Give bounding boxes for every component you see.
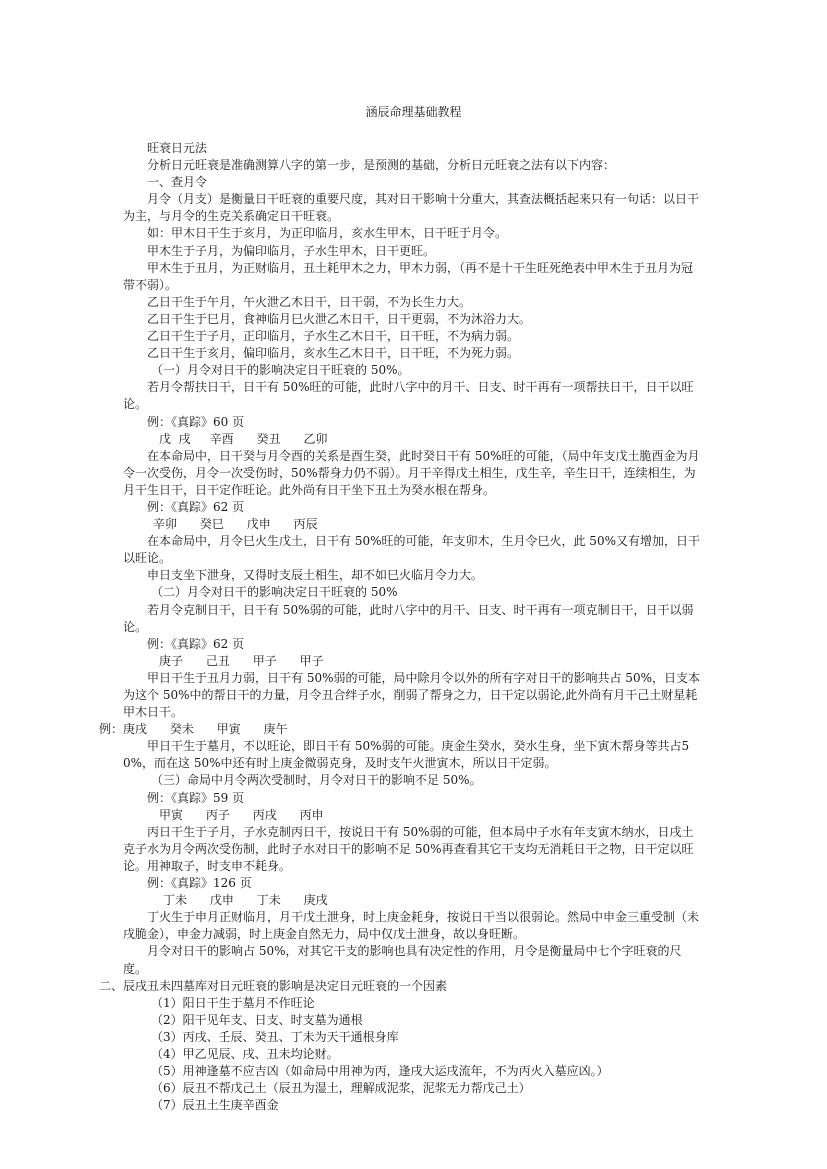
paragraph: 甲日干生于丑月力弱，日干有 50%弱的可能，局中除月令以外的所有字对日干的影响共占 50%，日支本为这个 50%中的帮日干的力量，月令丑合绊子水，削弱了帮身之力，日干定以弱论,此外尚有月干己土财星耗甲木日干。 [123, 670, 700, 720]
paragraph: 乙日干生于午月，午火泄乙木日干，日干弱，不为长生力大。 [147, 294, 472, 309]
example-reference: 例：《真踪》62 页 [147, 636, 245, 651]
example-reference: 例：庚戌 癸未 甲寅 庚午 [99, 722, 288, 737]
document-title: 涵辰命理基础教程 [365, 105, 462, 119]
bazi-pillars: 甲寅 丙子 丙戌 丙申 [159, 807, 324, 822]
bazi-pillars: 丁未 戊申 丁未 庚戌 [163, 893, 328, 908]
document-body [99, 140, 703, 1114]
paragraph: 在本命局中，月令巳火生戊土，日干有 50%旺的可能，年支卯木，生月令巳火，此 50%又有增加，日干以旺论。 [123, 534, 700, 566]
paragraph: 旺衰日元法 [147, 141, 208, 155]
paragraph: 月令对日干的影响占 50%，对其它干支的影响也具有决定性的作用，月令是衡量局中七个字旺衰的尺度。 [123, 944, 682, 976]
paragraph: 申日支坐下泄身，又得时支辰土相生，却不如巳火临月令力大。 [147, 568, 484, 583]
paragraph: 甲木生于子月，为偏印临月，子水生甲木，日干更旺。 [147, 243, 436, 258]
example-reference: 例：《真踪》59 页 [147, 790, 245, 805]
list-item: （6）辰丑不帮戊己土（辰丑为湿土，理解成泥浆，泥浆无力帮戊己土） [151, 1081, 531, 1096]
paragraph: 乙日干生于亥月，偏印临月，亥水生乙木日干，日干旺，不为死力弱。 [147, 346, 520, 361]
example-reference: 例：《真踪》126 页 [147, 876, 252, 891]
paragraph: 乙日干生于子月，正印临月，子水生乙木日干，日干旺，不为病力弱。 [147, 329, 520, 344]
paragraph: 如：甲木日干生于亥月，为正印临月，亥水生甲木，日干旺于月令。 [147, 226, 508, 241]
paragraph: 乙日干生于巳月，食神临月巳火泄乙木日干，日干更弱，不为沐浴力大。 [147, 311, 532, 326]
list-item: （5）用神逢墓不应吉凶（如命局中用神为丙，逢戌大运戌流年，不为丙火入墓应凶。） [151, 1064, 609, 1079]
section-heading: 一、查月令 [147, 175, 208, 190]
paragraph: 在本命局中，日干癸与月令酉的关系是酉生癸，此时癸日干有 50%旺的可能，（局中年支戊土脆酉金为月令一次受伤，月令一次受伤时，50%帮身力仍不弱）。月干辛得戊土相生，戊生辛，辛生日干，连续相生，为月干生日干，日干定作旺论。此外尚有日干坐下丑土为癸水根在帮身。 [123, 448, 700, 497]
paragraph: 丁火生于申月正财临月，月干戊土泄身，时上庚金耗身，按说日干当以很弱论。然局中申金三重受制（未戌脆金），申金力减弱，时上庚金自然无力，局中仅戊土泄身，故以身旺断。 [123, 910, 700, 942]
list-item: （2）阳干见年支、日支、时支墓为通根 [151, 1012, 363, 1027]
subsection-heading: （一）月令对日干的影响决定日干旺衰的 50%。 [151, 363, 410, 378]
section-heading: 二、辰戌丑未四墓库对日元旺衰的影响是决定日元旺衰的一个因素 [99, 978, 448, 993]
paragraph: 若月令帮扶日干，日干有 50%旺的可能，此时八字中的月干、日支、时干再有一项帮扶日干，日干以旺论。 [123, 380, 694, 412]
list-item: （7）辰丑土生庚辛酉金 [151, 1098, 279, 1113]
bazi-pillars: 庚子 己丑 甲子 甲子 [159, 653, 324, 668]
paragraph: 月令（月支）是衡量日干旺衰的重要尺度，其对日干影响十分重大，其查法概括起来只有一句话：以日干为主，与月令的生克关系确定日干旺衰。 [123, 192, 700, 224]
list-item: （3）丙戌、壬辰、癸丑、丁未为天干通根身库 [151, 1029, 399, 1044]
paragraph: 甲木生于丑月，为正财临月，丑土耗甲木之力，甲木力弱，（再不是十干生旺死绝表中甲木生于丑月为冠带不弱）。 [123, 260, 694, 292]
paragraph: 分析日元旺衰是准确测算八字的第一步，是预测的基础，分析日元旺衰之法有以下内容： [147, 158, 616, 173]
example-reference: 例：《真踪》62 页 [147, 499, 245, 514]
paragraph: 若月令克制日干，日干有 50%弱的可能，此时八字中的月干、日支、时干再有一项克制日干，日干以弱论。 [123, 602, 694, 634]
bazi-pillars: 戊 戌 辛酉 癸丑 乙卯 [159, 431, 328, 446]
subsection-heading: （三）命局中月令两次受制时，月令对日干的影响不足 50%。 [151, 773, 482, 788]
list-item: （4）甲乙见辰、戌、丑未均论财。 [151, 1046, 339, 1061]
subsection-heading: （二）月令对日干的影响决定日干旺衰的 50% [151, 585, 398, 600]
bazi-pillars: 辛卯 癸巳 戊申 丙辰 [153, 517, 318, 532]
list-item: （1）阳日干生于墓月不作旺论 [151, 995, 315, 1010]
paragraph: 丙日干生于子月，子水克制丙日干，按说日干有 50%弱的可能，但本局中子水有年支寅木纳水，日戌土克子水为月令两次受伤制，此时子水对日干的影响不足 50%再查看其它干支均无消耗日干之物，日干定以旺论。用神取子，时支申不耗身。 [123, 824, 694, 873]
paragraph: 甲日干生于墓月，不以旺论，即日干有 50%弱的可能。庚金生癸水，癸水生身，坐下寅木帮身等共占50%，而在这 50%中还有时上庚金微弱克身，及时支午火泄寅木，所以日干定弱。 [123, 739, 690, 771]
example-reference: 例：《真踪》60 页 [147, 414, 245, 429]
